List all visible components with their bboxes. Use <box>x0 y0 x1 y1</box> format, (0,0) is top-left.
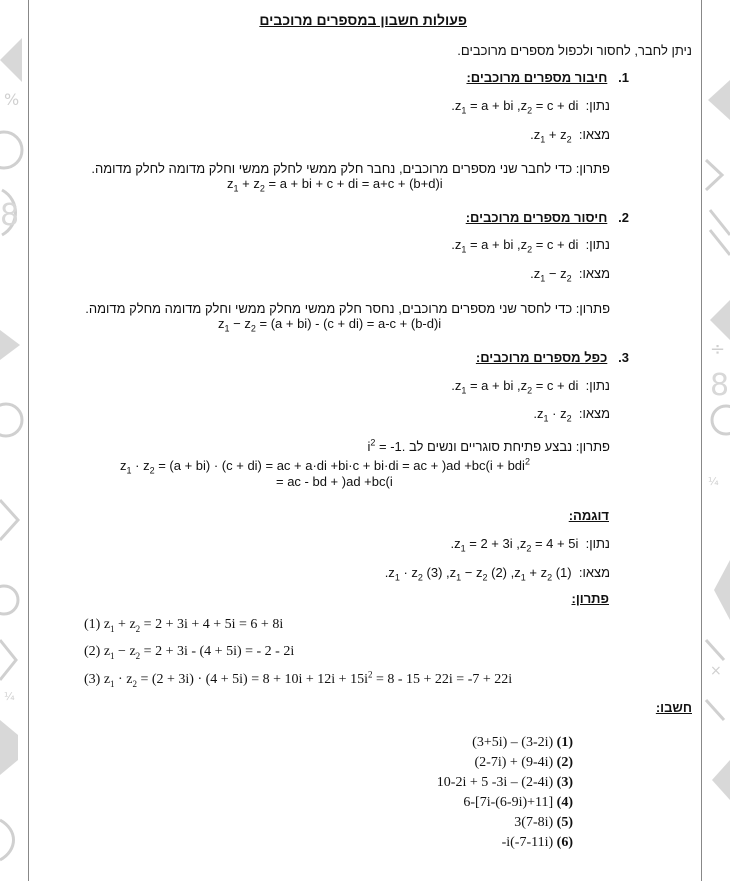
exercise-5: 3(7-8i) (5) <box>514 815 573 830</box>
section-2-heading <box>466 210 629 226</box>
section-3-formula-line-2: = ac - bd + )ad +bc(i <box>276 474 393 489</box>
exercise-3: 10-2i + 5 -3i – (2-4i) (3) <box>436 775 573 790</box>
i-squared-note: $i^2 = -1$. <box>367 437 406 454</box>
svg-text:÷: ÷ <box>710 339 726 360</box>
section-1-find: מצאו: $.z_1 + z_2$ <box>530 127 610 145</box>
section-2-number: 2. <box>618 210 629 225</box>
svg-text:8: 8 <box>0 198 20 233</box>
section-1-given-expr: $.z_1 = a$ + bi $,z_2 = c$ + di <box>451 98 579 116</box>
section-3-find: מצאו: $.z_1 \cdot z_2$ <box>533 406 610 424</box>
decorative-math-symbols-right <box>700 0 730 881</box>
section-1-title: חיבור מספרים מרוכבים: <box>466 70 608 85</box>
section-1-solution-text: פתרון: כדי לחבר שני מספרים מרוכבים, נחבר חלק ממשי לחלק ממשי וחלק מדומה לחלק מדומה. <box>91 161 610 176</box>
svg-text:%: % <box>4 90 20 109</box>
example-solution-heading: פתרון: <box>571 591 609 606</box>
section-1-given: נתון: $.z_1 = a$ + bi $,z_2 = c$ + di <box>451 98 610 116</box>
section-3-solution-text: פתרון: נבצע פתיחת סוגריים ונשים לב $i^2 = -1$. <box>367 437 610 454</box>
section-1-solution-formula: $z_1 + z_2 = a$ + bi + c + di = a+c + (b+d)i <box>227 176 443 194</box>
svg-text:8: 8 <box>710 368 730 403</box>
left-decoration-strip <box>0 0 28 881</box>
svg-text:¼: ¼ <box>708 475 719 488</box>
section-3-given: נתון: $.z_1 = a$ + bi $,z_2 = c$ + di <box>451 378 610 396</box>
svg-text:×: × <box>710 663 722 679</box>
section-2-find: מצאו: $.z_1 - z_2$ <box>530 266 610 284</box>
section-2-title: חיסור מספרים מרוכבים: <box>465 210 608 225</box>
exercise-2: (2-7i) + (9-4i) (2) <box>474 755 573 770</box>
example-line-1: (1) $z_1 + z_2 = 2 + 3i + 4 + 5i = 6 + 8i$ <box>84 617 284 634</box>
svg-text:¼: ¼ <box>4 690 15 703</box>
example-line-2: (2) $z_1 - z_2 = 2 + 3i - (4 + 5i)$ = - 2 - 2i <box>84 644 295 661</box>
section-3-number: 3. <box>618 350 629 365</box>
section-3-heading <box>476 350 629 366</box>
example-heading: דוגמה: <box>568 508 609 523</box>
section-2-solution-text: פתרון: כדי לחסר שני מספרים מרוכבים, נחסר חלק ממשי מחלק ממשי וחלק מדומה מחלק מדומה. <box>85 301 610 316</box>
page-title: פעולות חשבון במספרים מרוכבים <box>259 12 467 28</box>
decorative-math-symbols-left <box>0 0 28 881</box>
right-decoration-strip <box>700 0 730 881</box>
exercise-6: -i(-7-11i) (6) <box>501 835 573 850</box>
exercises-heading: חשבו: <box>655 700 692 715</box>
exercise-1: (3+5i) – (3-2i) (1) <box>472 735 573 750</box>
section-2-solution-formula: $z_1 - z_2 = (a + bi) - (c + di) = a-c + (b-d)i$ <box>218 316 442 334</box>
section-2-given: נתון: $.z_1 = a$ + bi $,z_2 = c$ + di <box>451 237 610 255</box>
example-given: נתון: $.z_1 = 2 + 3i$ $,z_2 = 4 + 5i$ <box>450 536 610 554</box>
example-find: מצאו: $.z_1 \cdot z_2$ (3) $,z_1 - z_2$ (2) $,z_1 + z_2$ (1) <box>384 565 610 583</box>
exercise-4: 6-[7i-(6-9i)+11] (4) <box>463 795 573 810</box>
section-1-number: 1. <box>618 70 629 85</box>
section-3-title: כפל מספרים מרוכבים: <box>475 350 608 365</box>
section-3-formula-line-1: $z_1 \cdot z_2 = (a + bi) \cdot (c + di)$ = ac + a·di +bi·c + bi·di = ac + )ad +bc(i + bdi$^2$ <box>120 456 530 476</box>
intro-text: ניתן לחבר, לחסור ולכפול מספרים מרוכבים. <box>457 43 692 58</box>
example-line-3: (3) $z_1 \cdot z_2 = (2 + 3i) \cdot (4 + 5i) = 8 + 10i + 12i + 15i^2 = 8 - 15 + 22i = -7 + 22i$ <box>84 669 513 689</box>
section-1-heading <box>466 70 629 86</box>
